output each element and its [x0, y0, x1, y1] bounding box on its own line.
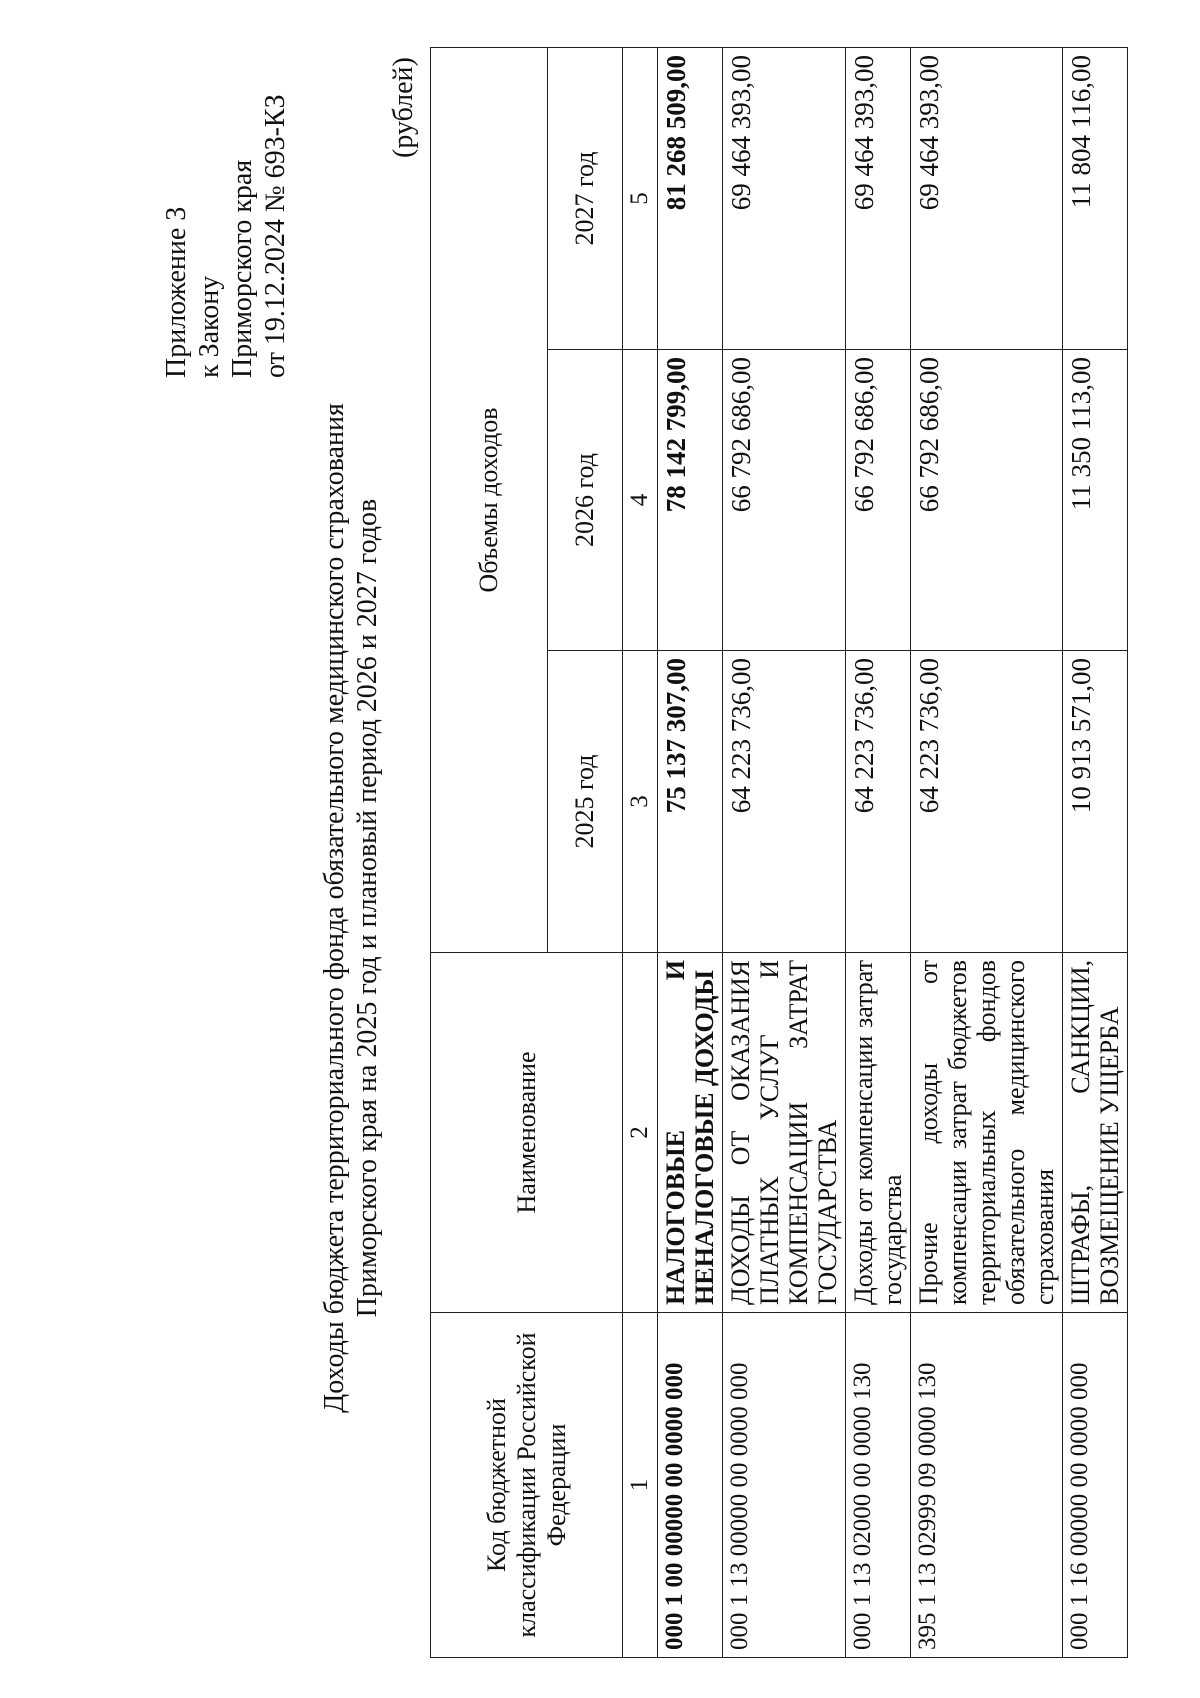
appendix-number: Приложение 3 [161, 206, 192, 378]
title-line-1: Доходы бюджета территориального фонда обязательного медицинского страхования [319, 403, 350, 1413]
row-name: НАЛОГОВЫЕ И НЕНАЛОГОВЫЕ ДОХОДЫ [658, 953, 723, 1313]
appendix-date: от 19.12.2024 № 693-КЗ [260, 94, 291, 378]
appendix-region: Приморского края [227, 159, 258, 378]
row-value-2025: 10 913 571,00 [1063, 651, 1128, 953]
row-value-2027: 81 268 509,00 [658, 47, 723, 349]
row-value-2026: 66 792 686,00 [723, 350, 846, 651]
row-value-2026: 78 142 799,00 [658, 350, 723, 651]
header-code: Код бюджетной классификации Российской Федерации [431, 1313, 623, 1658]
row-name: ШТРАФЫ, САНКЦИИ, ВОЗМЕЩЕНИЕ УЩЕРБА [1063, 953, 1128, 1313]
row-value-2026: 66 792 686,00 [911, 350, 1063, 651]
row-value-2025: 75 137 307,00 [658, 651, 723, 953]
column-number-row [623, 47, 658, 1657]
appendix-block [160, 94, 292, 378]
row-value-2026: 11 350 113,00 [1063, 350, 1128, 651]
revenue-table [430, 47, 1128, 1658]
header-volumes: Объемы доходов [431, 47, 548, 952]
row-code: 000 1 00 00000 00 0000 000 [658, 1313, 723, 1658]
row-code: 000 1 13 00000 00 0000 000 [723, 1313, 846, 1658]
table-row [658, 47, 723, 1657]
column-number: 1 [623, 1313, 658, 1658]
row-value-2025: 64 223 736,00 [911, 651, 1063, 953]
table-row [846, 47, 911, 1657]
row-code: 000 1 16 00000 00 0000 000 [1063, 1313, 1128, 1658]
document-title [318, 308, 384, 1508]
units-label: (рублей) [388, 57, 419, 158]
table-row [1063, 47, 1128, 1657]
row-code: 000 1 13 02000 00 0000 130 [846, 1313, 911, 1658]
column-number: 3 [623, 651, 658, 953]
row-name: Прочие доходы от компенсации затрат бюджетов территориальных фондов обязательного медицинского страхования [911, 953, 1063, 1313]
header-year-2025: 2025 год [548, 651, 623, 953]
header-name: Наименование [431, 953, 623, 1313]
title-line-2: Приморского края на 2025 год и плановый период 2026 и 2027 годов [352, 498, 383, 1318]
row-value-2025: 64 223 736,00 [723, 651, 846, 953]
row-value-2027: 69 464 393,00 [911, 47, 1063, 349]
row-code: 395 1 13 02999 09 0000 130 [911, 1313, 1063, 1658]
header-year-2026: 2026 год [548, 350, 623, 651]
row-name: ДОХОДЫ ОТ ОКАЗАНИЯ ПЛАТНЫХ УСЛУГ И КОМПЕНСАЦИИ ЗАТРАТ ГОСУДАРСТВА [723, 953, 846, 1313]
row-value-2027: 11 804 116,00 [1063, 47, 1128, 349]
header-year-2027: 2027 год [548, 47, 623, 349]
row-value-2027: 69 464 393,00 [846, 47, 911, 349]
column-number: 4 [623, 350, 658, 651]
appendix-law-ref: к Закону [194, 275, 225, 378]
row-value-2027: 69 464 393,00 [723, 47, 846, 349]
row-value-2026: 66 792 686,00 [846, 350, 911, 651]
row-value-2025: 64 223 736,00 [846, 651, 911, 953]
header-row [431, 47, 548, 1657]
row-name: Доходы от компенсации затрат государства [846, 953, 911, 1313]
column-number: 5 [623, 47, 658, 349]
table-row [723, 47, 846, 1657]
column-number: 2 [623, 953, 658, 1313]
table-row [911, 47, 1063, 1657]
